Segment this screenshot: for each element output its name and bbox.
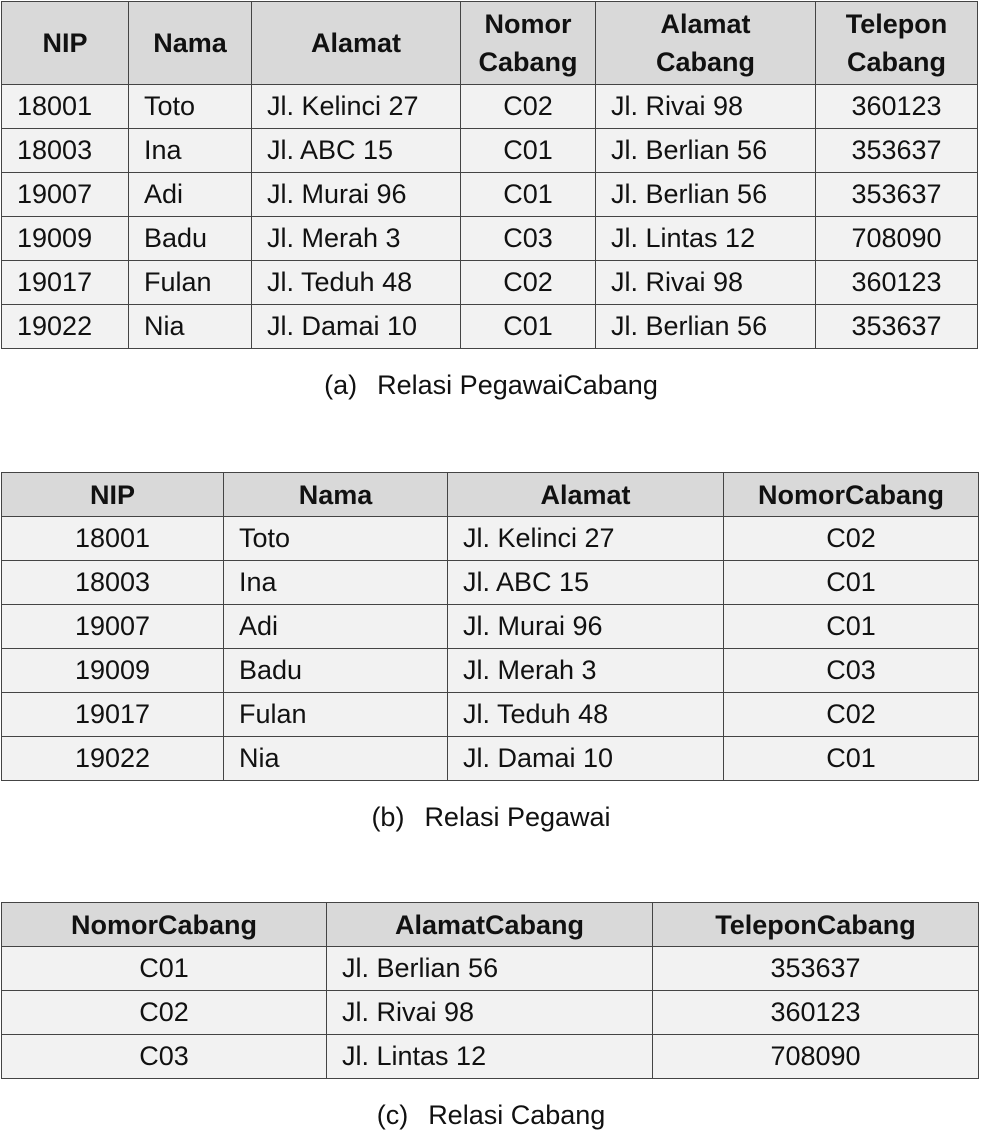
table-cell: Jl. Berlian 56 (596, 173, 816, 217)
column-header: Nama (129, 2, 252, 85)
table-cell: C02 (2, 991, 327, 1035)
table-cell: 18003 (2, 561, 224, 605)
table-cell: Jl. Damai 10 (448, 737, 724, 781)
table-cell: Jl. Murai 96 (252, 173, 461, 217)
table-cell: Jl. Merah 3 (252, 217, 461, 261)
table-header-row (2, 473, 979, 517)
table-cell: 19009 (2, 649, 224, 693)
caption-label: (b) (371, 802, 405, 832)
table-row (2, 649, 979, 693)
table-cell: Jl. Teduh 48 (252, 261, 461, 305)
table-cell: Jl. Berlian 56 (596, 305, 816, 349)
table-row (2, 1035, 979, 1079)
table-cell: Nia (129, 305, 252, 349)
caption-text: Relasi Pegawai (424, 802, 611, 832)
table-row (2, 947, 979, 991)
table-cell: C01 (461, 305, 596, 349)
table-cell: C03 (461, 217, 596, 261)
table-cell: C03 (724, 649, 979, 693)
caption-a (0, 370, 982, 401)
pegawai-table (1, 472, 979, 781)
column-header: NIP (2, 473, 224, 517)
table-row (2, 217, 978, 261)
table-row (2, 737, 979, 781)
table-cell: 360123 (653, 991, 979, 1035)
table-row (2, 517, 979, 561)
table-cell: 19007 (2, 605, 224, 649)
table-cell: 18003 (2, 129, 129, 173)
table-cell: 19017 (2, 693, 224, 737)
table-cell: Jl. Merah 3 (448, 649, 724, 693)
table-cell: Badu (224, 649, 448, 693)
table-cell: 19009 (2, 217, 129, 261)
table-cell: Adi (224, 605, 448, 649)
table-cell: Jl. Berlian 56 (327, 947, 653, 991)
column-header: Telepon Cabang (816, 2, 978, 85)
table-cell: Jl. Rivai 98 (596, 261, 816, 305)
table-row (2, 85, 978, 129)
caption-text: Relasi Cabang (428, 1100, 606, 1130)
column-header: Nama (224, 473, 448, 517)
column-header: NomorCabang (724, 473, 979, 517)
column-header: TeleponCabang (653, 903, 979, 947)
table-row (2, 173, 978, 217)
column-header: Alamat Cabang (596, 2, 816, 85)
table-cell: Jl. Berlian 56 (596, 129, 816, 173)
table-row (2, 261, 978, 305)
table-cell: 353637 (653, 947, 979, 991)
table-cell: Toto (224, 517, 448, 561)
column-header: Nomor Cabang (461, 2, 596, 85)
table-cell: 360123 (816, 85, 978, 129)
table-cell: Jl. ABC 15 (252, 129, 461, 173)
table-row (2, 693, 979, 737)
table-cell: Ina (224, 561, 448, 605)
table-row (2, 129, 978, 173)
table-cell: Toto (129, 85, 252, 129)
column-header: NIP (2, 2, 129, 85)
column-header: Alamat (252, 2, 461, 85)
table-row (2, 561, 979, 605)
table-header-row (2, 903, 979, 947)
table-cell: C01 (2, 947, 327, 991)
table-cell: Badu (129, 217, 252, 261)
column-header: AlamatCabang (327, 903, 653, 947)
table-cell: Jl. Rivai 98 (327, 991, 653, 1035)
cabang-table (1, 902, 979, 1079)
table-cell: Nia (224, 737, 448, 781)
table-cell: Fulan (129, 261, 252, 305)
table-cell: C02 (724, 517, 979, 561)
table-cell: C02 (461, 85, 596, 129)
caption-label: (a) (324, 370, 358, 400)
table-cell: Jl. Kelinci 27 (448, 517, 724, 561)
table-cell: C01 (724, 737, 979, 781)
column-header: Alamat (448, 473, 724, 517)
table-cell: Jl. Teduh 48 (448, 693, 724, 737)
table-cell: Jl. Lintas 12 (596, 217, 816, 261)
table-row (2, 991, 979, 1035)
table-cell: 19017 (2, 261, 129, 305)
table-cell: 353637 (816, 129, 978, 173)
table-cell: Fulan (224, 693, 448, 737)
table-cell: Jl. Rivai 98 (596, 85, 816, 129)
table-cell: C01 (724, 561, 979, 605)
table-cell: 18001 (2, 85, 129, 129)
table-cell: 360123 (816, 261, 978, 305)
table-cell: C03 (2, 1035, 327, 1079)
caption-text: Relasi PegawaiCabang (377, 370, 658, 400)
table-cell: Ina (129, 129, 252, 173)
table-row (2, 605, 979, 649)
table-row (2, 305, 978, 349)
table-cell: 353637 (816, 173, 978, 217)
table-cell: 708090 (653, 1035, 979, 1079)
table-cell: Jl. Kelinci 27 (252, 85, 461, 129)
caption-label: (c) (376, 1100, 409, 1130)
table-cell: Jl. Lintas 12 (327, 1035, 653, 1079)
table-cell: Adi (129, 173, 252, 217)
caption-c (0, 1100, 982, 1131)
table-cell: C02 (724, 693, 979, 737)
caption-b (0, 802, 982, 833)
table-cell: 18001 (2, 517, 224, 561)
table-cell: Jl. Damai 10 (252, 305, 461, 349)
table-cell: 19022 (2, 305, 129, 349)
pegawai-cabang-table (1, 1, 978, 349)
table-header-row (2, 2, 978, 85)
table-cell: C01 (461, 173, 596, 217)
table-cell: 708090 (816, 217, 978, 261)
table-cell: C01 (724, 605, 979, 649)
column-header: NomorCabang (2, 903, 327, 947)
table-cell: C02 (461, 261, 596, 305)
table-cell: 353637 (816, 305, 978, 349)
table-cell: 19022 (2, 737, 224, 781)
table-cell: Jl. ABC 15 (448, 561, 724, 605)
table-cell: 19007 (2, 173, 129, 217)
table-cell: Jl. Murai 96 (448, 605, 724, 649)
table-cell: C01 (461, 129, 596, 173)
